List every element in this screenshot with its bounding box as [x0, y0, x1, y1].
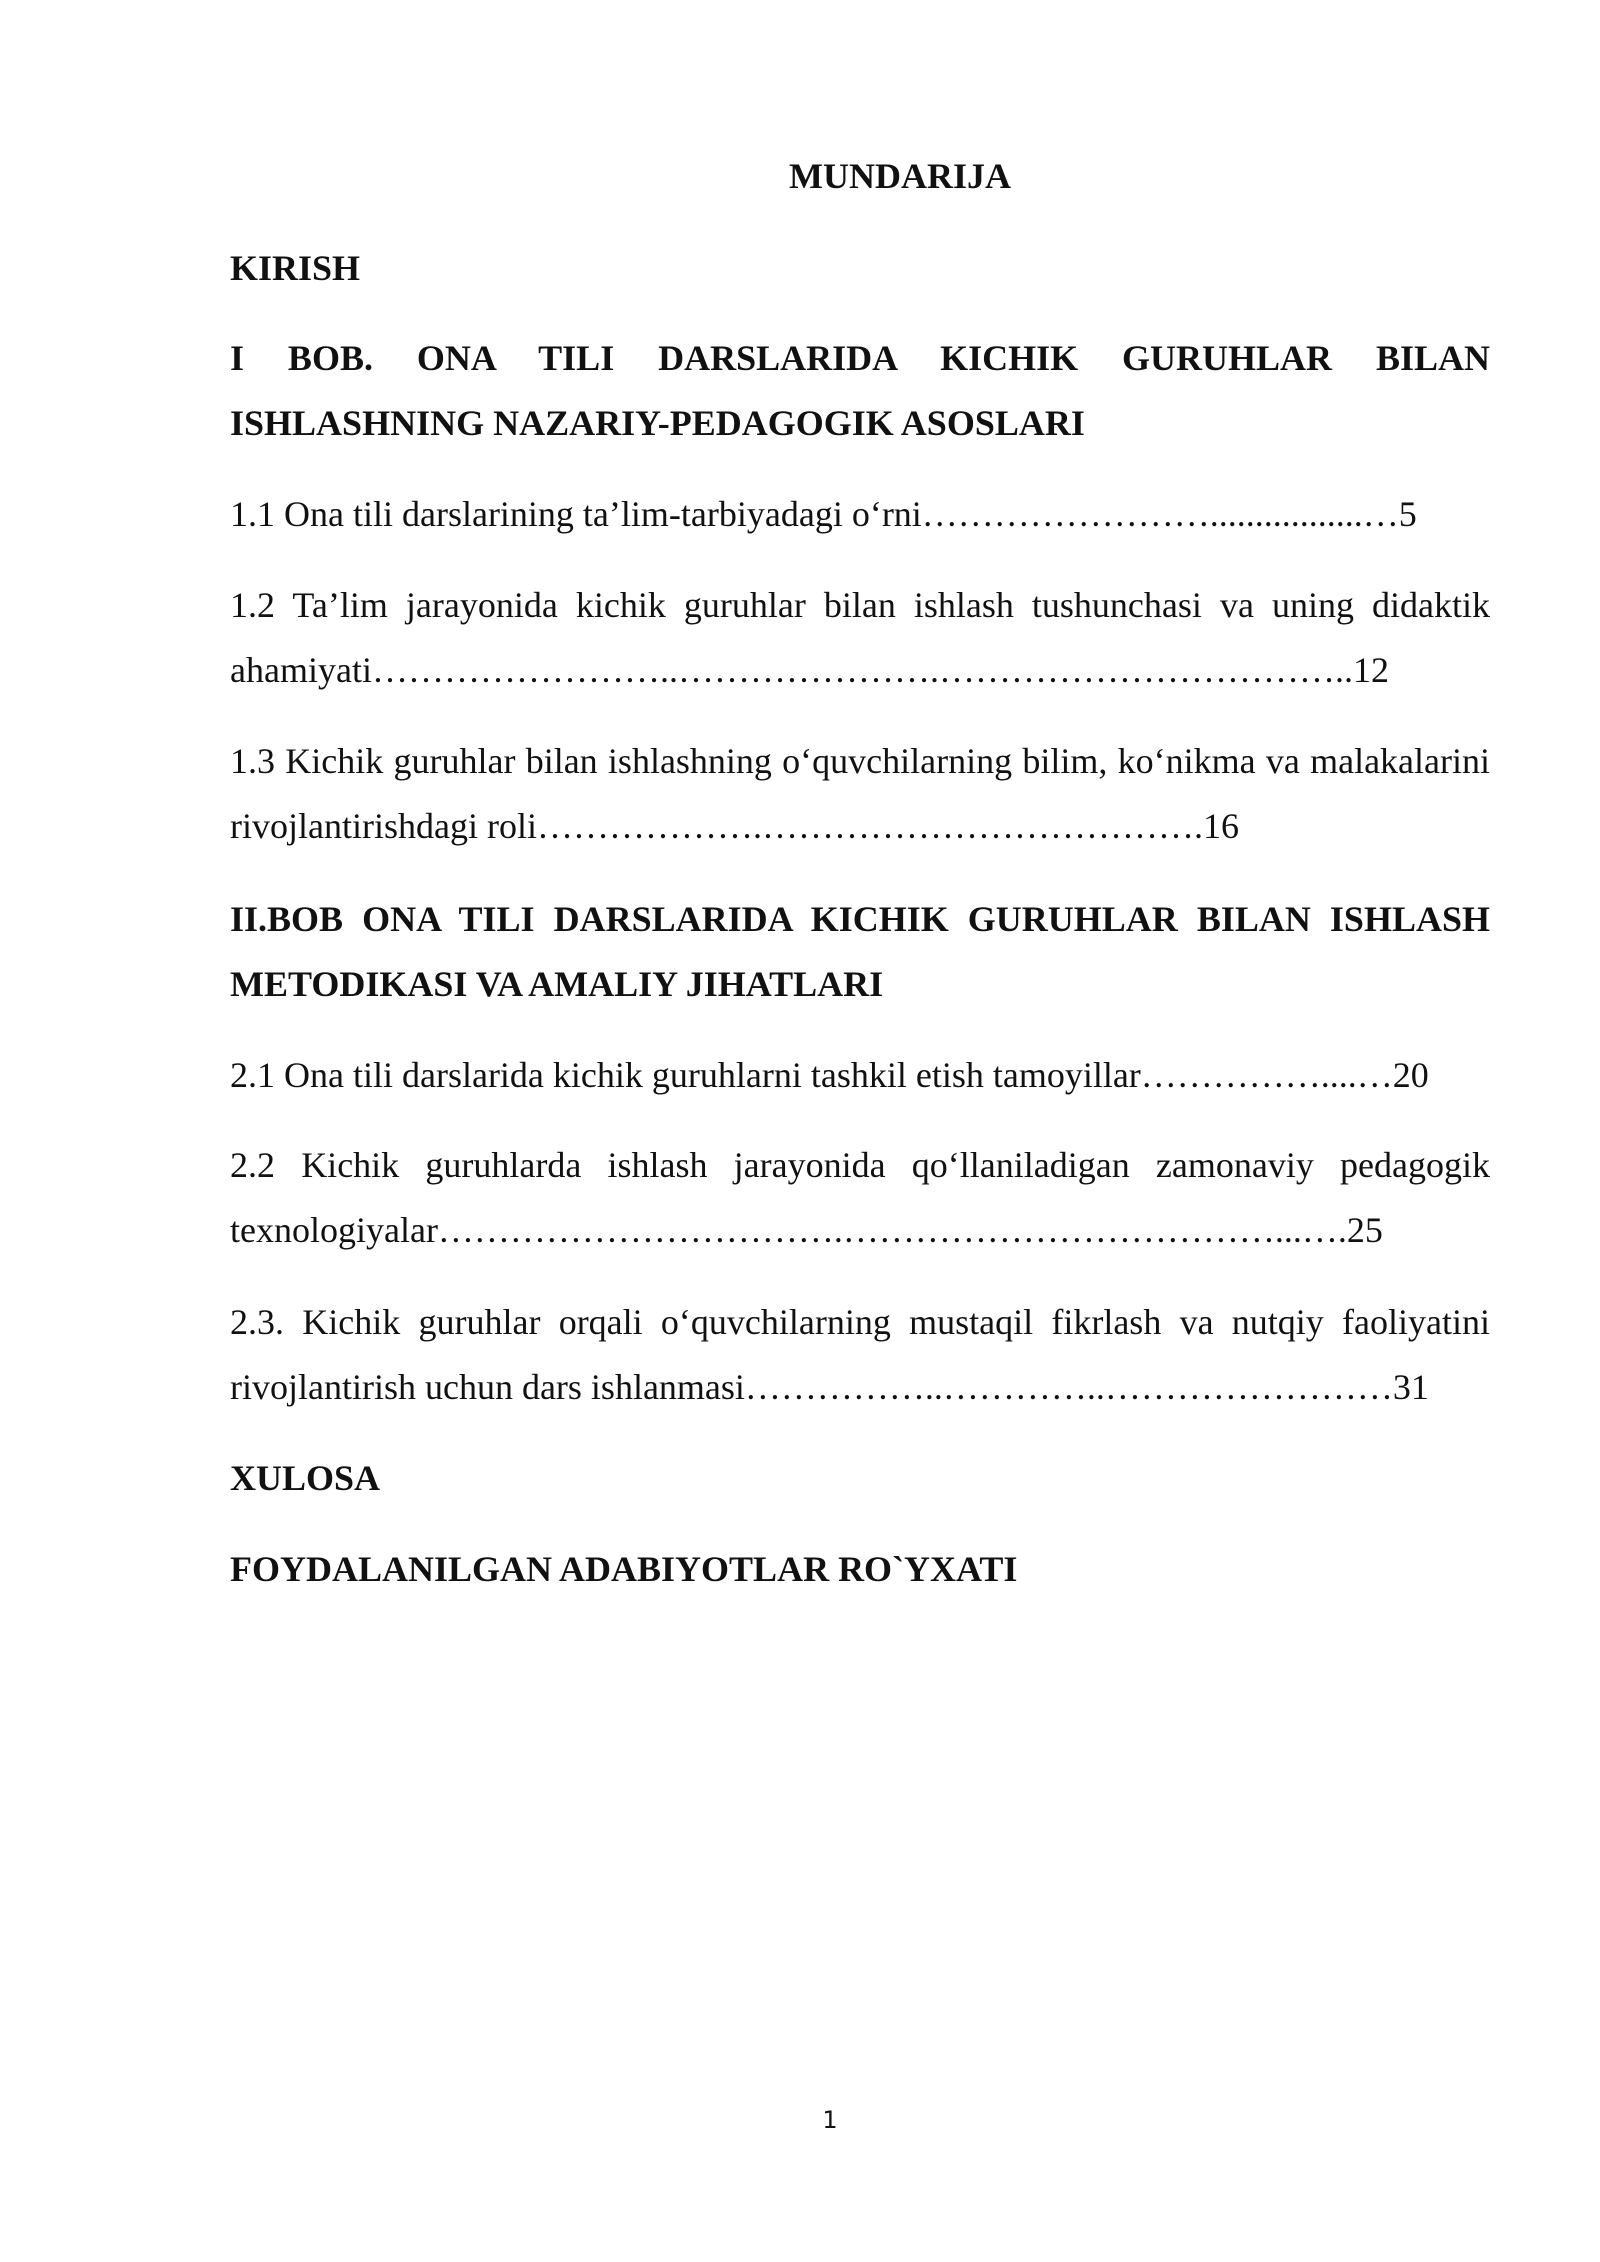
toc-entry-section-1-1: 1.1 Ona tili darslarining ta’lim-tarbiyadagi o‘rni…………………….................…5 [230, 494, 1417, 534]
toc-entry-chapter-1: I BOB. ONA TILI DARSLARIDA KICHIK GURUHLAR BILAN ISHLASHNING NAZARIY-PEDAGOGIK ASOSLARI [230, 338, 1490, 443]
toc-entry-chapter-2: II.BOB ONA TILI DARSLARIDA KICHIK GURUHLAR BILAN ISHLASH METODIKASI VA AMALIY JIHATLARI [230, 899, 1490, 1004]
toc-entry-bibliography: FOYDALANILGAN ADABIYOTLAR RO`YXATI [230, 1549, 1018, 1589]
toc-entry-conclusion: XULOSA [230, 1458, 381, 1498]
toc-entry-section-2-3: 2.3. Kichik guruhlar orqali o‘quvchilarning mustaqil fikrlash va nutqiy faoliyatini rivojlantirish uchun dars ishlanmasi……………..…………..……………………31 [230, 1302, 1490, 1407]
toc-entry-section-1-2: 1.2 Ta’lim jarayonida kichik guruhlar bilan ishlash tushunchasi va uning didaktik ahamiyati……………………..………………….……………………………..12 [230, 585, 1490, 690]
toc-entry-section-2-2: 2.2 Kichik guruhlarda ishlash jarayonida qo‘llaniladigan zamonaviy pedagogik texnologiyalar…………………………….………………………………...….25 [230, 1145, 1490, 1250]
toc-entry-introduction: KIRISH [230, 248, 361, 288]
page-number: 1 [822, 2106, 838, 2134]
toc-entry-section-1-3: 1.3 Kichik guruhlar bilan ishlashning o‘quvchilarning bilim, ko‘nikma va malakalarini rivojlantirishdagi roli……………….……………………………….16 [230, 741, 1490, 846]
toc-entry-section-2-1: 2.1 Ona tili darslarida kichik guruhlarni tashkil etish tamoyillar……………....…20 [230, 1055, 1429, 1095]
toc-title: MUNDARIJA [789, 156, 1011, 196]
